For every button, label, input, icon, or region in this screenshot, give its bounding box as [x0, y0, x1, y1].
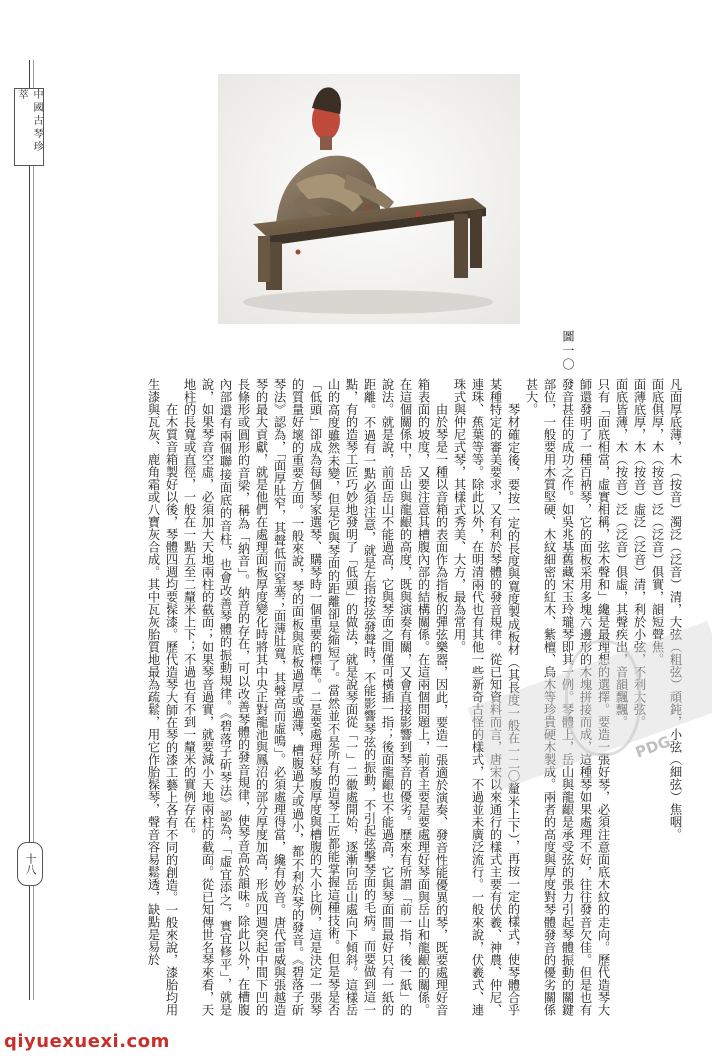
figure-caption: 圖一〇	[561, 330, 575, 372]
paragraph: 在木質音箱製好以後，琴體四週均要髹漆。歷代造琴大師在琴的漆工藝上各有不同的創造。一般來說，漆胎均用生漆與瓦灰、鹿角霜或八寶灰合成。其中瓦灰胎質地最為疏鬆，用它作胎髹琴，聲音容易鬆透，缺點是易於	[146, 378, 178, 1016]
site-watermark-link[interactable]: qiyuexuexi.com	[4, 1031, 170, 1052]
paragraph: 琴材確定後，要按一定的長度與寬度製成板材（其長度一般在一二〇釐米上下），再按一定的樣式，使琴體合乎某種特定的審美要求，又有利於琴體的發音規律。從已知資料而言，唐宋以來通行的樣式主要有伏羲、神農、仲尼、連珠、蕉葉等等。除此以外，在明清兩代也有其他一些新奇古怪的樣式，不過並未廣泛流行。一般來說，伏羲式、連珠式與仲尼式琴，其樣式秀美、大方，最為常用。	[452, 378, 520, 1016]
paragraph: 由於琴是一種以音箱的表面作為指板的彈弦樂器，因此，要造一張適於演奏、發音性能優異的琴，既要處理好音箱表面的坡度，又要注意其槽腹內部的結構關係。在這兩個問題上，前者主要是要處理好琴面與岳山和龍齦的關係。在這個關係中，岳山與龍齦的高度，既與演奏有關，又會直接影響到琴音的優劣。歷來有所謂「前一指，後一紙」的說法。就是說，前面岳山不能過高，它與琴面之間僅可橫插一指；後面龍齦也不能過高，它與琴面間最好只有一紙的距離。不過有一點必須注意，就是左指按弦發聲時，不能影響琴弦的振動，不引起弦擊琴面的毛病。而要做到這一點，有的造琴工匠巧妙地發明了「低頭」的做法，就是說琴面從「一」二徽處開始，逐漸向岳山處向下傾斜。這樣岳山的高度雖然未變，但是它與琴面的距離卻是縮短了。當然並不是所有的造琴工匠都能掌握這種技術。但是琴是否「低頭」卻成為每個琴家選琴、購琴時一個重要的標準。二是要處理好琴腹厚度與槽腹的大小比例，這是決定一張琴的質量好壞的重要方面。一般來說，琴的面板與底板過厚或過薄，槽腹過大或過小，都不利於琴的發音。《碧落子斫琴法》認為，「面厚肚窄，其聲低而窒塞；面薄肚寬，其聲高而虛鳴」。必須處理得當，纔有妙音。唐代雷威與張越造琴的最大貢獻，就是他們在處理面板厚度變化時將其中央正對龍池與鳳沼的部分厚度加高，形成四週突起中間下凹的長條形或圓形的音梁，稱為「納音」。納音的存在，可以改善琴體的發音規律，使琴音高於韻味。除此以外，在槽腹內部還有兩個聯接面底的音柱，也會改善琴體的振動規律。《碧落子斫琴法》認為，「虛宜添之，實宜修平」，就是說，如果琴音空虛，必須加大天地兩柱的截面；如果琴音過實，就要減小天地兩柱的截面。從已知傳世名琴來看，天地柱的長寬或直徑，一般在一點五至二釐米上下；不過也有不到一釐米的實例存在。	[182, 378, 448, 1016]
seated-qin-player-figurine	[218, 74, 520, 324]
paragraph: 面薄底厚，木（按音）虛泛（泛音）清，利於小弦，不利大弦。	[632, 378, 646, 728]
watermark-seal-icon	[565, 640, 641, 756]
paragraph: 面底俱厚，木（按音）泛（泛音）俱實，韻短聲焦。	[650, 378, 664, 666]
paragraph: 凡面厚底薄，木（按音）濁泛（泛音）清，大弦（粗弦）頑鈍，小弦（細弦）焦咽。	[668, 378, 682, 841]
page-number: 十八	[17, 842, 43, 886]
watermark-text: PDG	[633, 732, 673, 762]
paragraph: 只有「面底相當，虛實相稱，弦木聲和」纔是最理想的選擇。要造一張好琴，必須注意面底木紋的走向。歷代造琴大師還發明了一種百衲琴，它的面板采用多塊六邊形的木塊拼接而成，這種琴如果處理不好，往往發音欠佳。但是也有發音甚佳的成功之作。如吳兆基舊藏宋玉玲瓏琴即其一例。琴體上，岳山與龍齦是承受弦的張力引起琴體振動的關鍵部位，一般要用木質堅硬、木紋細密的紅木、紫檀、烏木等珍貴硬木製成。兩者的高度與厚度對琴體發音的優劣關係甚大。	[524, 378, 610, 1016]
paragraph: 面底皆薄，木（按音）泛（泛音）俱虛，其聲疾出，音韻飄飄。	[614, 378, 628, 728]
running-head: 中國古琴珍萃	[14, 88, 44, 166]
figure-photo	[218, 74, 520, 324]
